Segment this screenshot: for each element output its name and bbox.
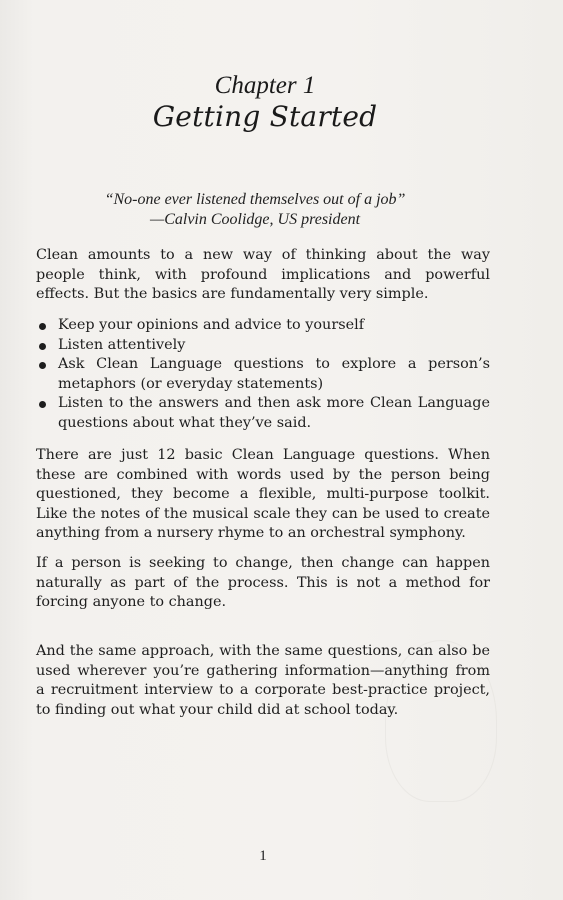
list-item xyxy=(36,316,490,336)
bullet-icon xyxy=(39,401,46,408)
bullet-list xyxy=(36,316,490,434)
bullet-icon xyxy=(39,323,46,330)
bullet-icon xyxy=(39,343,46,350)
approach-paragraph: And the same approach, with the same questions, can also be used wherever you’re gathering information—anything from a recruitment interview to a corporate best-practice project, to finding out what your child did at school today. xyxy=(36,643,490,718)
epigraph xyxy=(0,190,510,230)
list-item xyxy=(36,355,490,394)
change-paragraph: If a person is seeking to change, then change can happen naturally as part of the process. This is not a method for forcing anyone to change. xyxy=(36,555,490,611)
epigraph-quote: “No-one ever listened themselves out of a job” xyxy=(104,191,406,208)
chapter-label: Chapter 1 xyxy=(214,72,316,99)
bullet-text: Listen attentively xyxy=(58,336,186,353)
bullet-icon xyxy=(39,362,46,369)
chapter-title: Getting Started xyxy=(152,100,378,133)
page-number: 1 xyxy=(259,848,267,864)
list-item xyxy=(36,336,490,356)
bullet-text: Listen to the answers and then ask more Clean Language questions about what they’ve said. xyxy=(58,395,490,431)
list-item xyxy=(36,394,490,433)
bullet-text: Keep your opinions and advice to yourself xyxy=(58,317,365,333)
questions-paragraph: There are just 12 basic Clean Language questions. When these are combined with words used by the person being questioned, they become a flexible, multi-purpose toolkit. Like the notes of the musical scale they can be used to create anything from a nursery rhyme to an orchestral symphony. xyxy=(36,447,490,542)
epigraph-attribution: —Calvin Coolidge, US president xyxy=(149,211,361,228)
bullet-text: Ask Clean Language questions to explore a person’s metaphors (or everyday statements) xyxy=(58,356,490,392)
intro-paragraph: Clean amounts to a new way of thinking about the way people think, with profound implications and powerful effects. But the basics are fundamentally very simple. xyxy=(36,247,490,303)
